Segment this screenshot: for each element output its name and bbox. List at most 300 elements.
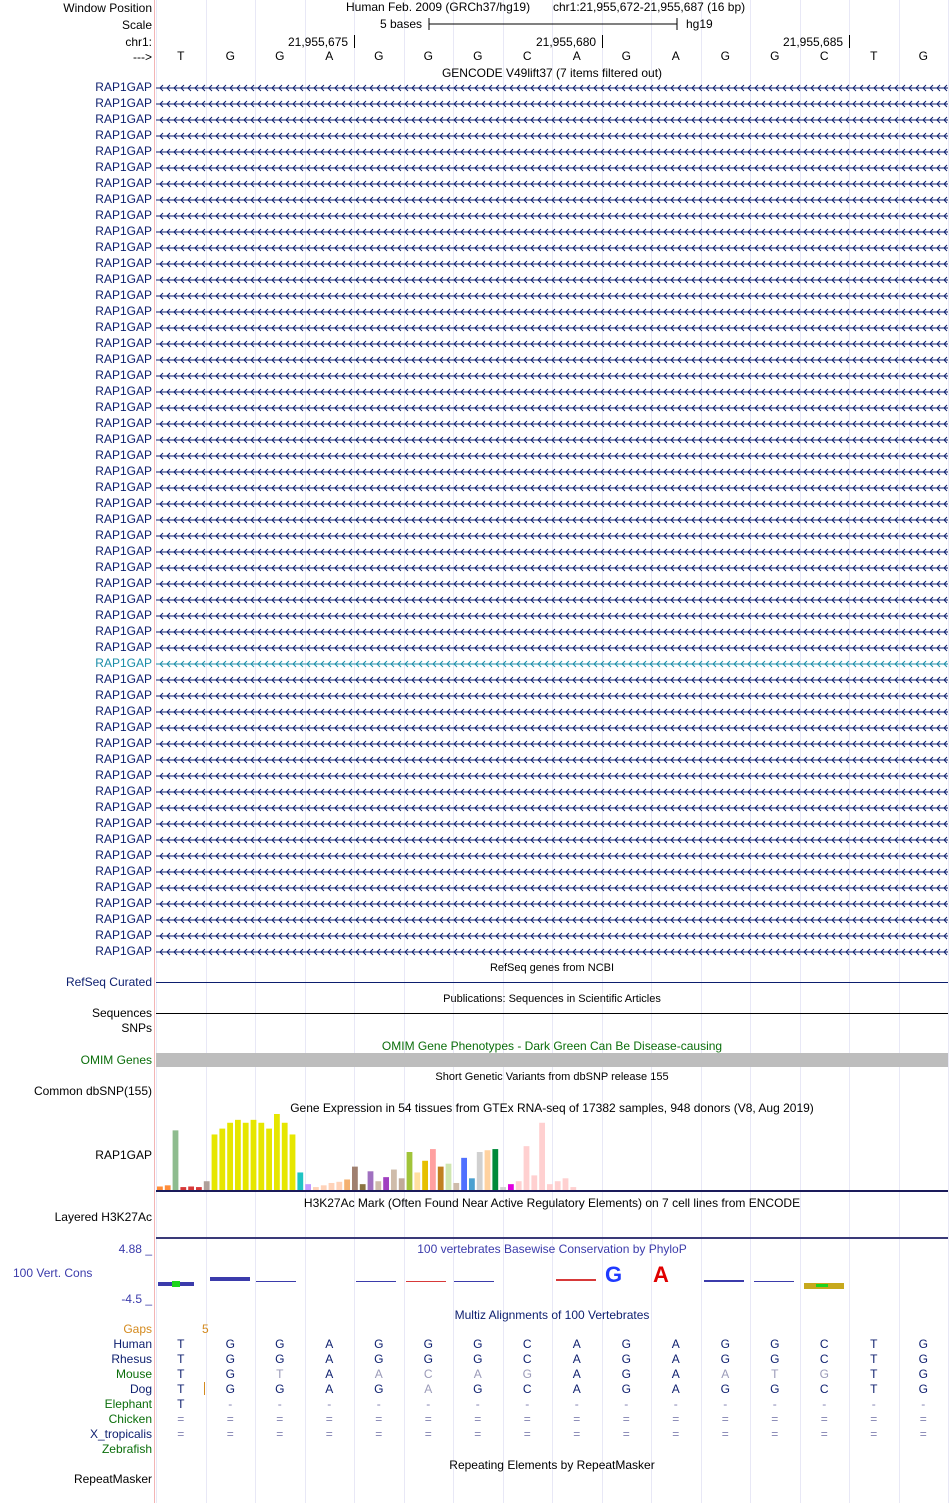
h3k27ac-track-label[interactable]: Layered H3K27Ac [54,1210,152,1224]
gtex-tissue-bar[interactable] [422,1161,428,1190]
gencode-gene-label[interactable]: RAP1GAP [95,480,152,494]
gencode-transcript-line[interactable] [156,372,948,380]
gtex-tissue-bar[interactable] [212,1134,218,1190]
alignment-base: G [720,1352,730,1366]
alignment-base: = [325,1427,333,1441]
gencode-transcript-line[interactable] [156,436,948,444]
species-label[interactable]: Dog [129,1382,152,1396]
gtex-tissue-bar[interactable] [407,1152,413,1190]
alignment-base: G [720,1337,730,1351]
gencode-transcript-line[interactable] [156,644,948,652]
gencode-gene-label[interactable]: RAP1GAP [95,832,152,846]
alignment-base: A [671,1352,680,1366]
base-letter: A [572,49,581,63]
gtex-tissue-bar[interactable] [305,1184,311,1190]
alignment-base: = [325,1412,333,1426]
gtex-tissue-bar[interactable] [336,1182,342,1190]
gencode-transcript-line[interactable] [156,420,948,428]
gtex-tissue-bar[interactable] [539,1123,545,1190]
gencode-transcript-line[interactable] [156,340,948,348]
gtex-tissue-bar[interactable] [414,1172,420,1190]
alignment-base: - [475,1397,480,1411]
assembly-title: Human Feb. 2009 (GRCh37/hg19) [346,0,531,14]
gtex-tissue-bar[interactable] [274,1114,280,1190]
gencode-transcript-line[interactable] [156,164,948,172]
gencode-gene-label[interactable]: RAP1GAP [95,448,152,462]
gtex-tissue-bar[interactable] [430,1149,436,1190]
gencode-transcript-line[interactable] [156,308,948,316]
omim-track-bar [156,1053,948,1067]
gencode-transcript-line[interactable] [156,532,948,540]
alignment-base: = [919,1427,927,1441]
gencode-transcript-line[interactable] [156,148,948,156]
gtex-tissue-bar[interactable] [477,1152,483,1190]
alignment-base: A [325,1337,334,1351]
alignment-base: T [870,1352,878,1366]
gtex-tissue-bar[interactable] [352,1167,358,1190]
gtex-tissue-bar[interactable] [485,1150,491,1190]
alignment-base: - [228,1397,233,1411]
base-letter: A [671,49,680,63]
gencode-transcript-line[interactable] [156,180,948,188]
alignment-base: = [820,1412,828,1426]
species-label[interactable]: Zebrafish [101,1442,152,1456]
gencode-gene-label[interactable]: RAP1GAP [95,240,152,254]
alignment-base: = [672,1427,680,1441]
alignment-base: = [375,1427,383,1441]
gencode-transcript-line[interactable] [156,580,948,588]
gencode-gene-label[interactable]: RAP1GAP [95,304,152,318]
gencode-track-title: GENCODE V49lift37 (7 items filtered out) [441,66,663,80]
gencode-transcript-line[interactable] [156,612,948,620]
gtex-tissue-bar[interactable] [157,1186,163,1190]
gtex-tissue-bar[interactable] [360,1184,366,1190]
gtex-tissue-bar[interactable] [313,1187,319,1190]
gtex-tissue-bar[interactable] [282,1123,288,1190]
gencode-gene-label[interactable]: RAP1GAP [95,144,152,158]
gtex-tissue-bar[interactable] [547,1184,553,1190]
alignment-base: = [474,1427,482,1441]
alignment-base: G [225,1352,235,1366]
gencode-gene-label[interactable]: RAP1GAP [95,432,152,446]
gencode-transcript-line[interactable] [156,948,948,956]
gencode-gene-label[interactable]: RAP1GAP [95,928,152,942]
alignment-base: - [772,1397,777,1411]
alignment-base: G [720,1382,730,1396]
gencode-transcript-line[interactable] [156,324,948,332]
gencode-gene-label[interactable]: RAP1GAP [95,160,152,174]
repeatmasker-track-label[interactable]: RepeatMasker [73,1472,152,1486]
gtex-tissue-bar[interactable] [375,1181,381,1190]
alignment-base: = [622,1427,630,1441]
alignment-base: C [522,1352,532,1366]
gencode-gene-label[interactable]: RAP1GAP [95,704,152,718]
gencode-gene-label[interactable]: RAP1GAP [95,288,152,302]
alignment-base: = [523,1427,531,1441]
alignment-base: = [820,1427,828,1441]
alignment-base: - [277,1397,282,1411]
gencode-gene-label[interactable]: RAP1GAP [95,256,152,270]
gencode-transcript-line[interactable] [156,228,948,236]
base-letter: G [918,49,928,63]
gencode-transcript-line[interactable] [156,932,948,940]
alignment-base: T [870,1367,878,1381]
gtex-tissue-bar[interactable] [227,1123,233,1190]
gencode-gene-label[interactable]: RAP1GAP [95,224,152,238]
scale-db: hg19 [686,17,713,31]
gencode-gene-label[interactable]: RAP1GAP [95,464,152,478]
alignment-base: C [522,1382,532,1396]
gencode-transcript-line[interactable] [156,660,948,668]
alignment-base: = [177,1427,185,1441]
gtex-bar-chart[interactable] [156,1114,948,1194]
gencode-transcript-line[interactable] [156,452,948,460]
alignment-base: = [226,1427,234,1441]
alignment-base: A [671,1367,680,1381]
gencode-transcript-line[interactable] [156,708,948,716]
gencode-gene-label[interactable]: RAP1GAP [95,848,152,862]
gencode-transcript-line[interactable] [156,468,948,476]
gencode-gene-label[interactable]: RAP1GAP [95,864,152,878]
gencode-gene-label[interactable]: RAP1GAP [95,768,152,782]
gtex-tissue-bar[interactable] [266,1129,272,1190]
gencode-transcript-line[interactable] [156,292,948,300]
species-label[interactable]: X_tropicalis [89,1427,152,1441]
h3k27ac-track-line [156,1237,948,1239]
alignment-base: A [572,1352,581,1366]
alignment-base: A [424,1382,433,1396]
omim-track-label[interactable]: OMIM Genes [80,1053,152,1067]
species-label[interactable]: Mouse [115,1367,152,1381]
gtex-tissue-bar[interactable] [368,1171,374,1190]
alignment-base: G [473,1352,483,1366]
alignment-base: G [621,1367,631,1381]
gencode-transcript-line[interactable] [156,516,948,524]
alignment-base: G [275,1382,285,1396]
gencode-gene-label[interactable]: RAP1GAP [95,944,152,958]
base-letter: G [621,49,631,63]
gtex-tissue-bar[interactable] [446,1164,452,1190]
gtex-tissue-bar[interactable] [235,1120,241,1190]
insertion-marker [204,1382,205,1395]
gtex-tissue-bar[interactable] [391,1170,397,1190]
alignment-base: - [327,1397,332,1411]
chrom-label: chr1: [125,35,152,49]
alignment-base: A [671,1382,680,1396]
gencode-gene-label[interactable]: RAP1GAP [95,896,152,910]
gencode-transcript-line[interactable] [156,724,948,732]
gencode-transcript-line[interactable] [156,596,948,604]
gencode-gene-label[interactable]: RAP1GAP [95,272,152,286]
gencode-transcript-line[interactable] [156,116,948,124]
alignment-base: G [473,1337,483,1351]
gtex-tissue-bar[interactable] [563,1178,569,1190]
gencode-gene-label[interactable]: RAP1GAP [95,624,152,638]
gencode-transcript-line[interactable] [156,548,948,556]
gencode-gene-label[interactable]: RAP1GAP [95,512,152,526]
alignment-base: T [177,1397,185,1411]
alignment-base: T [177,1367,185,1381]
gencode-transcript-line[interactable] [156,852,948,860]
gencode-gene-label[interactable]: RAP1GAP [95,128,152,142]
alignment-base: A [325,1367,334,1381]
alignment-base: = [870,1427,878,1441]
gencode-gene-label[interactable]: RAP1GAP [95,176,152,190]
alignment-base: - [673,1397,678,1411]
alignment-base: - [871,1397,876,1411]
base-letter: T [177,49,185,63]
gencode-transcript-line[interactable] [156,84,948,92]
publications-track-label[interactable]: Sequences [91,1006,152,1020]
refseq-track-line [156,982,948,983]
h3k27ac-track-title: H3K27Ac Mark (Often Found Near Active Regulatory Elements) on 7 cell lines from ENCODE [303,1196,801,1210]
gtex-tissue-bar[interactable] [196,1187,202,1190]
gencode-transcript-line[interactable] [156,388,948,396]
gencode-gene-label[interactable]: RAP1GAP [95,880,152,894]
strand-label: ---> [133,50,152,64]
alignment-base: T [870,1337,878,1351]
alignment-base: G [770,1337,780,1351]
alignment-base: G [918,1337,928,1351]
base-letter: G [423,49,433,63]
gencode-transcript-line[interactable] [156,900,948,908]
gencode-gene-label[interactable]: RAP1GAP [95,528,152,542]
gtex-tissue-bar[interactable] [492,1149,498,1190]
alignment-base: = [919,1412,927,1426]
alignment-base: = [177,1412,185,1426]
species-label[interactable]: Human [113,1337,152,1351]
alignment-base: T [870,1382,878,1396]
species-label[interactable]: Elephant [104,1397,152,1411]
gencode-gene-label[interactable]: RAP1GAP [95,112,152,126]
gencode-gene-label[interactable]: RAP1GAP [95,336,152,350]
alignment-base: A [572,1337,581,1351]
gencode-gene-label[interactable]: RAP1GAP [95,800,152,814]
dbsnp-track-label[interactable]: Common dbSNP(155) [33,1084,152,1098]
gtex-tissue-bar[interactable] [219,1129,225,1190]
phylop-track-label[interactable]: 100 Vert. Cons [13,1266,93,1280]
gtex-tissue-bar[interactable] [321,1185,327,1190]
alignment-base: - [921,1397,926,1411]
alignment-base: G [621,1352,631,1366]
alignment-base: T [276,1367,284,1381]
gencode-transcript-line[interactable] [156,404,948,412]
alignment-base: A [374,1367,383,1381]
gtex-tissue-bar[interactable] [555,1181,561,1190]
gencode-gene-label[interactable]: RAP1GAP [95,688,152,702]
gencode-transcript-line[interactable] [156,100,948,108]
gencode-transcript-line[interactable] [156,244,948,252]
alignment-base: G [275,1337,285,1351]
gencode-transcript-line[interactable] [156,788,948,796]
gencode-transcript-line[interactable] [156,836,948,844]
gtex-tissue-bar[interactable] [258,1123,264,1190]
base-letter: A [325,49,334,63]
species-label[interactable]: Rhesus [111,1352,152,1366]
gencode-gene-label[interactable]: RAP1GAP [95,752,152,766]
gencode-gene-label[interactable]: RAP1GAP [95,416,152,430]
alignment-base: = [771,1412,779,1426]
alignment-base: G [819,1367,829,1381]
gtex-tissue-bar[interactable] [438,1167,444,1190]
alignment-base: G [522,1367,532,1381]
gencode-transcript-line[interactable] [156,884,948,892]
gtex-tissue-bar[interactable] [531,1175,537,1190]
gencode-transcript-line[interactable] [156,500,948,508]
gtex-tissue-bar[interactable] [329,1183,335,1190]
gencode-gene-label[interactable]: RAP1GAP [95,592,152,606]
gtex-tissue-bar[interactable] [469,1178,475,1190]
gencode-gene-label[interactable]: RAP1GAP [95,320,152,334]
base-letter: C [522,49,532,63]
alignment-base: G [225,1382,235,1396]
multiz-track-title: Multiz Alignments of 100 Vertebrates [454,1308,650,1322]
gtex-tissue-bar[interactable] [453,1183,459,1190]
base-letter: G [770,49,780,63]
gtex-tissue-bar[interactable] [500,1187,506,1190]
gtex-tissue-bar[interactable] [524,1146,530,1190]
gencode-transcript-line[interactable] [156,628,948,636]
gtex-tissue-bar[interactable] [251,1120,257,1190]
alignment-base: G [918,1352,928,1366]
gencode-transcript-line[interactable] [156,916,948,924]
alignment-base: G [621,1337,631,1351]
gencode-gene-label[interactable]: RAP1GAP [95,912,152,926]
gencode-gene-label[interactable]: RAP1GAP [95,400,152,414]
gtex-tissue-bar[interactable] [204,1181,210,1190]
phylop-g-glyph: G [605,1262,623,1287]
gtex-tissue-bar[interactable] [173,1130,179,1190]
refseq-track-label[interactable]: RefSeq Curated [65,975,152,989]
omim-track-title: OMIM Gene Phenotypes - Dark Green Can Be Disease-causing [381,1039,723,1053]
alignment-base: - [376,1397,381,1411]
alignment-base: T [771,1367,779,1381]
scale-label: Scale [121,18,152,32]
publications-track-line [156,1013,948,1014]
alignment-base: = [870,1412,878,1426]
alignment-base: = [573,1427,581,1441]
alignment-base: = [721,1412,729,1426]
scale-text: 5 bases [380,17,423,31]
gtex-tissue-bar[interactable] [297,1172,303,1190]
gencode-transcript-line[interactable] [156,484,948,492]
alignment-base: C [819,1352,829,1366]
gtex-tissue-bar[interactable] [383,1177,389,1190]
gtex-tissue-bar[interactable] [165,1185,171,1190]
base-letter: G [275,49,285,63]
gencode-transcript-line[interactable] [156,692,948,700]
gencode-transcript-line[interactable] [156,260,948,268]
gencode-gene-label[interactable]: RAP1GAP [95,544,152,558]
phylop-a-glyph: A [653,1262,669,1287]
gtex-tissue-bar[interactable] [508,1184,514,1190]
alignment-base: C [819,1382,829,1396]
gtex-tissue-bar[interactable] [399,1178,405,1190]
coord-tick-mark-2 [602,35,603,48]
gencode-gene-label[interactable]: RAP1GAP [95,560,152,574]
gencode-gene-label[interactable]: RAP1GAP [95,80,152,94]
gencode-gene-label[interactable]: RAP1GAP [95,656,152,670]
gencode-gene-label[interactable]: RAP1GAP [95,784,152,798]
coord-tick-2: 21,955,680 [536,35,597,49]
gencode-gene-label[interactable]: RAP1GAP [95,608,152,622]
gencode-gene-label[interactable]: RAP1GAP [95,640,152,654]
label-column-divider [154,0,155,1503]
alignment-base: G [374,1352,384,1366]
gencode-gene-label[interactable]: RAP1GAP [95,352,152,366]
gencode-transcript-line[interactable] [156,868,948,876]
gencode-gene-label[interactable]: RAP1GAP [95,368,152,382]
scale-bar [428,17,680,31]
alignment-base: = [424,1427,432,1441]
alignment-base: G [918,1382,928,1396]
alignment-base: A [721,1367,730,1381]
gencode-transcript-line[interactable] [156,676,948,684]
gtex-tissue-bar[interactable] [516,1181,522,1190]
gtex-tissue-bar[interactable] [180,1187,186,1190]
gencode-gene-label[interactable]: RAP1GAP [95,816,152,830]
gencode-gene-label[interactable]: RAP1GAP [95,576,152,590]
window-position-label: Window Position [63,1,152,15]
gencode-gene-label[interactable]: RAP1GAP [95,720,152,734]
alignment-base: G [374,1337,384,1351]
gencode-gene-label[interactable]: RAP1GAP [95,192,152,206]
gencode-transcript-line[interactable] [156,820,948,828]
alignment-base: = [226,1412,234,1426]
alignment-base: A [671,1337,680,1351]
gencode-gene-label[interactable]: RAP1GAP [95,496,152,510]
alignment-base: A [572,1382,581,1396]
coord-tick-mark-3 [849,35,850,48]
gencode-gene-label[interactable]: RAP1GAP [95,672,152,686]
gencode-gene-label[interactable]: RAP1GAP [95,736,152,750]
alignment-base: - [624,1397,629,1411]
gencode-transcript-line[interactable] [156,276,948,284]
gencode-transcript-line[interactable] [156,740,948,748]
alignment-base: T [177,1352,185,1366]
gencode-gene-label[interactable]: RAP1GAP [95,208,152,222]
gencode-transcript-line[interactable] [156,132,948,140]
phylop-ymax: 4.88 _ [118,1242,152,1256]
gencode-gene-label[interactable]: RAP1GAP [95,96,152,110]
gtex-tissue-bar[interactable] [243,1123,249,1190]
gtex-track-label[interactable]: RAP1GAP [95,1148,152,1162]
base-letter: T [870,49,878,63]
gencode-transcript-line[interactable] [156,756,948,764]
alignment-base: G [621,1382,631,1396]
gencode-gene-label[interactable]: RAP1GAP [95,384,152,398]
gtex-tissue-bar[interactable] [461,1158,467,1190]
alignment-base: - [426,1397,431,1411]
alignment-base: C [423,1367,433,1381]
gencode-transcript-line[interactable] [156,196,948,204]
snps-track-label[interactable]: SNPs [121,1021,152,1035]
species-label[interactable]: Chicken [108,1412,152,1426]
gencode-transcript-line[interactable] [156,772,948,780]
gtex-tissue-bar[interactable] [188,1186,194,1190]
alignment-base: = [276,1427,284,1441]
alignment-base: G [770,1382,780,1396]
gencode-transcript-line[interactable] [156,212,948,220]
gencode-transcript-line[interactable] [156,804,948,812]
gencode-transcript-line[interactable] [156,564,948,572]
gtex-tissue-bar[interactable] [290,1134,296,1190]
alignment-base: A [325,1382,334,1396]
gtex-tissue-bar[interactable] [570,1187,576,1190]
alignment-base: = [474,1412,482,1426]
gtex-tissue-bar[interactable] [344,1179,350,1190]
gencode-transcript-line[interactable] [156,356,948,364]
